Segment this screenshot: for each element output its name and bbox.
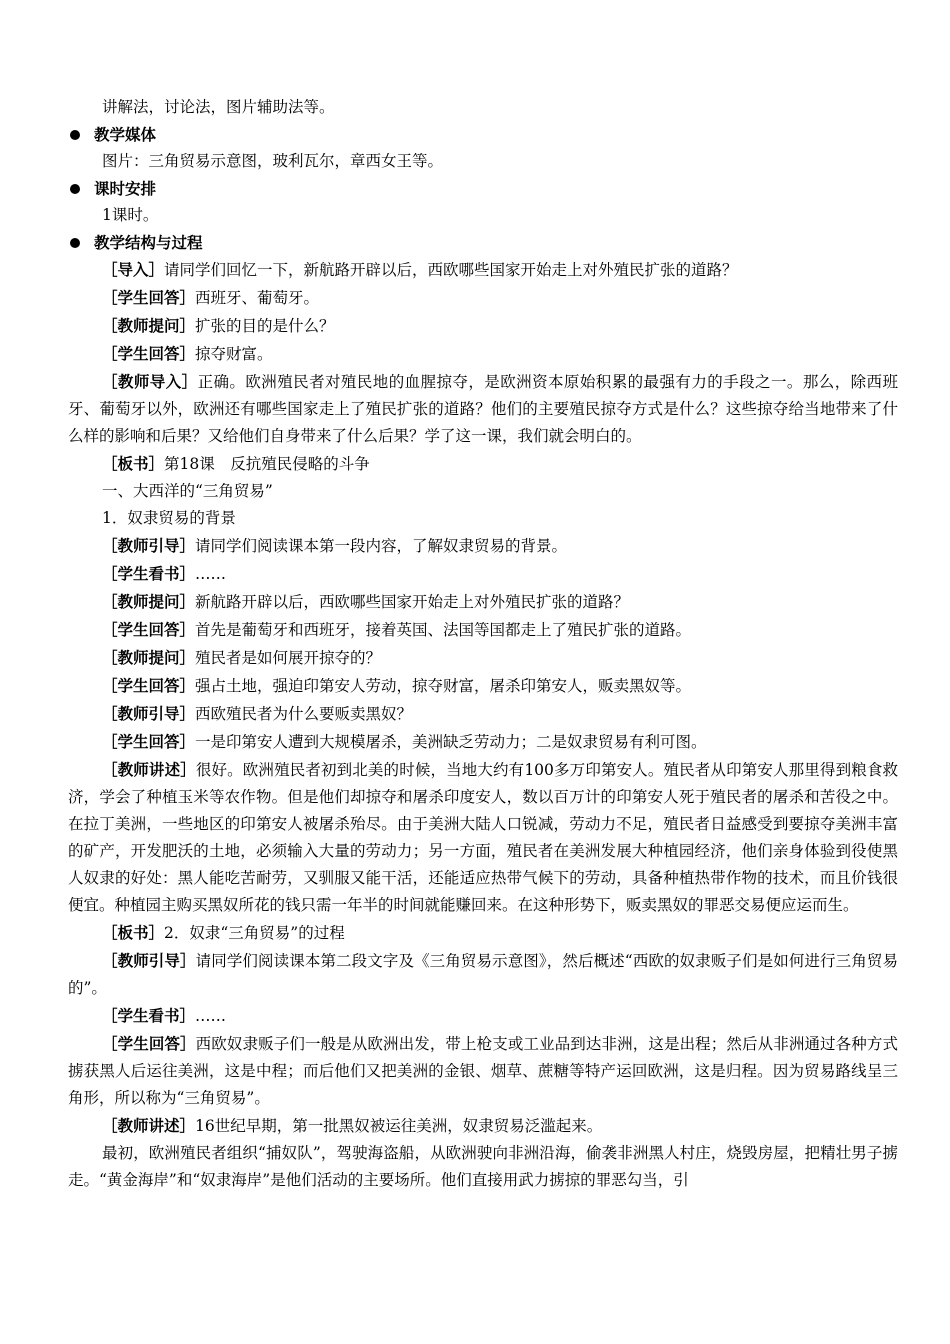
dialogue-paragraph — [68, 312, 898, 340]
speaker-tag: ［教师提问］ — [102, 592, 196, 611]
section-heading-schedule — [68, 175, 898, 202]
speaker-tag: ［学生看书］ — [102, 564, 196, 583]
section-heading-media — [68, 121, 898, 148]
speaker-tag: ［教师引导］ — [102, 704, 196, 723]
paragraph-text: 请同学们回忆一下，新航路开辟以后，西欧哪些国家开始走上对外殖民扩张的道路？ — [164, 261, 738, 279]
dialogue-paragraph — [68, 672, 898, 700]
bullet-icon — [70, 238, 80, 248]
paragraph-text: 正确。欧洲殖民者对殖民地的血腥掠夺，是欧洲资本原始积累的最强有力的手段之一。那么，除西班牙、葡萄牙以外，欧洲还有哪些国家走上了殖民扩张的道路？他们的主要殖民掠夺方式是什么？这些掠夺给当地带来了什么样的影响和后果？又给他们自身带来了什么后果？学了这一课，我们就会明白的。 — [68, 373, 898, 445]
paragraph-text: 1．奴隶贸易的背景 — [102, 509, 236, 527]
paragraph-text: 很好。欧洲殖民者初到北美的时候，当地大约有100多万印第安人。殖民者从印第安人那里得到粮食救济，学会了种植玉米等农作物。但是他们却掠夺和屠杀印度安人，数以百万计的印第安人死于殖民者的屠杀和苦役之中。在拉丁美洲，一些地区的印第安人被屠杀殆尽。由于美洲大陆人口锐减，劳动力不足，殖民者日益感受到要掠夺美洲丰富的矿产，开发肥沃的土地，必须输入大量的劳动力；另一方面，殖民者在美洲发展大种植园经济，他们亲身体验到役使黑人奴隶的好处：黑人能吃苦耐劳，又驯服又能干活，还能适应热带气候下的劳动，具备种植热带作物的技术，而且价钱很便宜。种植园主购买黑奴所花的钱只需一年半的时间就能赚回来。在这种形势下，贩卖黑奴的罪恶交易便应运而生。 — [68, 761, 898, 914]
heading-text: 课时安排 — [94, 179, 157, 198]
paragraph-text: 最初，欧洲殖民者组织“捕奴队”，驾驶海盗船，从欧洲驶向非洲沿海，偷袭非洲黑人村庄，烧毁房屋，把精壮男子掳走。“黄金海岸”和“奴隶海岸”是他们活动的主要场所。他们直接用武力掳掠的罪恶勾当，引 — [68, 1144, 898, 1189]
dialogue-paragraph — [68, 1030, 898, 1112]
schedule-text: 1课时。 — [102, 206, 159, 224]
speaker-tag: ［教师提问］ — [102, 648, 196, 667]
speaker-tag: ［学生回答］ — [102, 1034, 196, 1053]
dialogue-paragraph — [68, 1112, 898, 1140]
teaching-method-text: 讲解法，讨论法，图片辅助法等。 — [102, 98, 335, 116]
paragraph-text: …… — [195, 1007, 227, 1025]
paragraph-text: 一、大西洋的“三角贸易” — [102, 482, 273, 500]
media-text: 图片：三角贸易示意图，玻利瓦尔，章西女王等。 — [102, 152, 444, 170]
paragraph-text: 第18课 反抗殖民侵略的斗争 — [164, 455, 370, 473]
paragraph-text: 扩张的目的是什么？ — [195, 317, 335, 335]
dialogue-paragraph — [68, 947, 898, 1002]
section-heading-structure — [68, 229, 898, 256]
dialogue-paragraph — [68, 728, 898, 756]
speaker-tag: ［教师讲述］ — [102, 1116, 196, 1135]
dialogue-paragraph — [68, 340, 898, 368]
dialogue-paragraph — [68, 368, 898, 450]
paragraph-text: 首先是葡萄牙和西班牙，接着英国、法国等国都走上了殖民扩张的道路。 — [195, 621, 692, 639]
dialogue-paragraph — [68, 1002, 898, 1030]
bullet-icon — [70, 184, 80, 194]
speaker-tag: ［板书］ — [102, 454, 165, 473]
speaker-tag: ［学生回答］ — [102, 288, 196, 307]
body-paragraph — [68, 1140, 898, 1194]
section-title-paragraph — [68, 478, 898, 505]
paragraph-text: 16世纪早期，第一批黑奴被运往美洲，奴隶贸易泛滥起来。 — [195, 1117, 603, 1135]
dialogue-paragraph — [68, 644, 898, 672]
dialogue-paragraph — [68, 616, 898, 644]
speaker-tag: ［教师引导］ — [102, 951, 196, 970]
document-body — [68, 94, 898, 1194]
speaker-tag: ［学生回答］ — [102, 344, 196, 363]
paragraph-text: 掠夺财富。 — [195, 345, 273, 363]
speaker-tag: ［教师讲述］ — [102, 760, 196, 779]
blackboard-paragraph — [68, 919, 898, 947]
paragraph-text: 一是印第安人遭到大规模屠杀，美洲缺乏劳动力；二是奴隶贸易有利可图。 — [195, 733, 707, 751]
paragraph-text: 殖民者是如何展开掠夺的？ — [195, 649, 382, 667]
dialogue-paragraph — [68, 560, 898, 588]
speaker-tag: ［教师导入］ — [102, 372, 198, 391]
paragraph-text: 2．奴隶“三角贸易”的过程 — [164, 924, 345, 942]
paragraph-text: 西欧殖民者为什么要贩卖黑奴？ — [195, 705, 413, 723]
paragraph-text: 强占土地，强迫印第安人劳动，掠夺财富，屠杀印第安人，贩卖黑奴等。 — [195, 677, 692, 695]
paragraph-text: 西班牙、葡萄牙。 — [195, 289, 320, 307]
heading-text: 教学结构与过程 — [94, 233, 203, 252]
heading-text: 教学媒体 — [94, 125, 157, 144]
dialogue-paragraph — [68, 532, 898, 560]
speaker-tag: ［学生看书］ — [102, 1006, 196, 1025]
blackboard-paragraph — [68, 450, 898, 478]
subsection-title-paragraph — [68, 505, 898, 532]
speaker-tag: ［学生回答］ — [102, 620, 196, 639]
paragraph-text: 请同学们阅读课本第一段内容，了解奴隶贸易的背景。 — [195, 537, 568, 555]
dialogue-paragraph — [68, 588, 898, 616]
paragraph-text: 西欧奴隶贩子们一般是从欧洲出发，带上枪支或工业品到达非洲，这是出程；然后从非洲通过各种方式掳获黑人后运往美洲，这是中程；而后他们又把美洲的金银、烟草、蔗糖等特产运回欧洲，这是归程。因为贸易路线呈三角形，所以称为“三角贸易”。 — [68, 1035, 898, 1107]
bullet-icon — [70, 130, 80, 140]
speaker-tag: ［导入］ — [102, 260, 165, 279]
paragraph-text: …… — [195, 565, 227, 583]
dialogue-paragraph — [68, 256, 898, 284]
paragraph-text: 请同学们阅读课本第二段文字及《三角贸易示意图》，然后概述“西欧的奴隶贩子们是如何进行三角贸易的”。 — [68, 952, 898, 997]
dialogue-paragraph — [68, 756, 898, 919]
speaker-tag: ［学生回答］ — [102, 676, 196, 695]
dialogue-paragraph — [68, 700, 898, 728]
paragraph-text: 新航路开辟以后，西欧哪些国家开始走上对外殖民扩张的道路？ — [195, 593, 630, 611]
speaker-tag: ［教师提问］ — [102, 316, 196, 335]
speaker-tag: ［教师引导］ — [102, 536, 196, 555]
speaker-tag: ［板书］ — [102, 923, 165, 942]
dialogue-paragraph — [68, 284, 898, 312]
speaker-tag: ［学生回答］ — [102, 732, 196, 751]
